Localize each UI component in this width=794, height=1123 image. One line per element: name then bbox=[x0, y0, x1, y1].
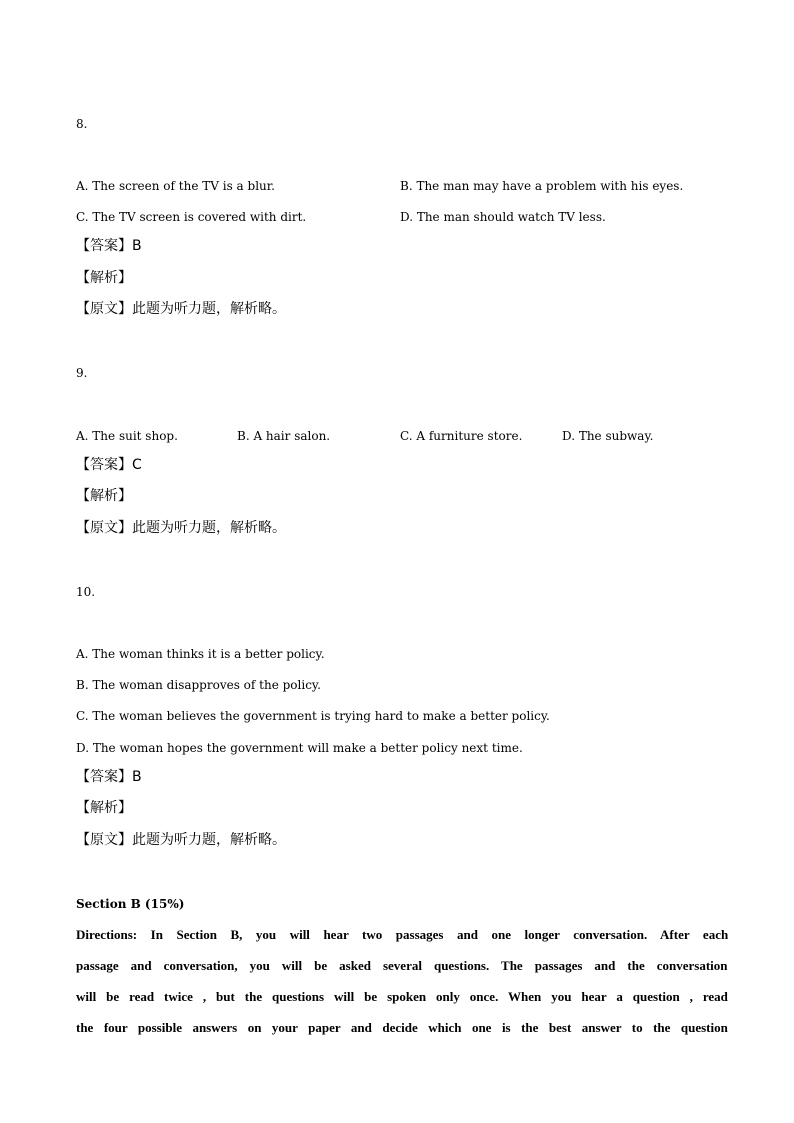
section-b-directions-line-4: the four possible answers on your paper and decide which one is the best answer to the question bbox=[76, 1020, 728, 1035]
section-b-directions-line-1: Directions: In Section B, you will hear two passages and one longer conversation. After each bbox=[76, 927, 729, 942]
question-9-analysis: 【解析】 bbox=[76, 488, 132, 504]
question-9-option-a: A. The suit shop. bbox=[76, 429, 178, 443]
question-8-number: 8. bbox=[76, 117, 88, 131]
question-10-option-a: A. The woman thinks it is a better policy. bbox=[76, 647, 325, 661]
question-8-analysis: 【解析】 bbox=[76, 270, 132, 286]
question-8-option-c: C. The TV screen is covered with dirt. bbox=[76, 210, 307, 224]
section-b-directions-line-3: will be read twice , but the questions will be spoken only once. When you hear a question , read bbox=[76, 989, 728, 1004]
question-9-option-c: C. A furniture store. bbox=[400, 429, 523, 443]
question-8-option-b: B. The man may have a problem with his eyes. bbox=[400, 179, 684, 193]
question-9-option-b: B. A hair salon. bbox=[237, 429, 331, 443]
question-10-option-b: B. The woman disapproves of the policy. bbox=[76, 678, 321, 692]
question-8-option-a: A. The screen of the TV is a blur. bbox=[76, 179, 275, 193]
question-10-option-c: C. The woman believes the government is trying hard to make a better policy. bbox=[76, 709, 550, 723]
question-10-original-text: 【原文】此题为听力题，解析略。 bbox=[76, 832, 286, 848]
question-8-answer: 【答案】B bbox=[76, 238, 142, 254]
question-10-number: 10. bbox=[76, 585, 96, 599]
question-9-original-text: 【原文】此题为听力题，解析略。 bbox=[76, 520, 286, 536]
section-b-directions-line-2: passage and conversation, you will be asked several questions. The passages and the conversation bbox=[76, 958, 728, 973]
question-8-option-d: D. The man should watch TV less. bbox=[400, 210, 606, 224]
question-10-option-d: D. The woman hopes the government will make a better policy next time. bbox=[76, 741, 523, 755]
question-10-answer: 【答案】B bbox=[76, 769, 142, 785]
question-9-number: 9. bbox=[76, 366, 88, 380]
question-10-analysis: 【解析】 bbox=[76, 800, 132, 816]
question-9-option-d: D. The subway. bbox=[562, 429, 654, 443]
question-9-answer: 【答案】C bbox=[76, 457, 142, 473]
section-b-title: Section B (15%) bbox=[76, 897, 185, 911]
question-8-original-text: 【原文】此题为听力题，解析略。 bbox=[76, 301, 286, 317]
